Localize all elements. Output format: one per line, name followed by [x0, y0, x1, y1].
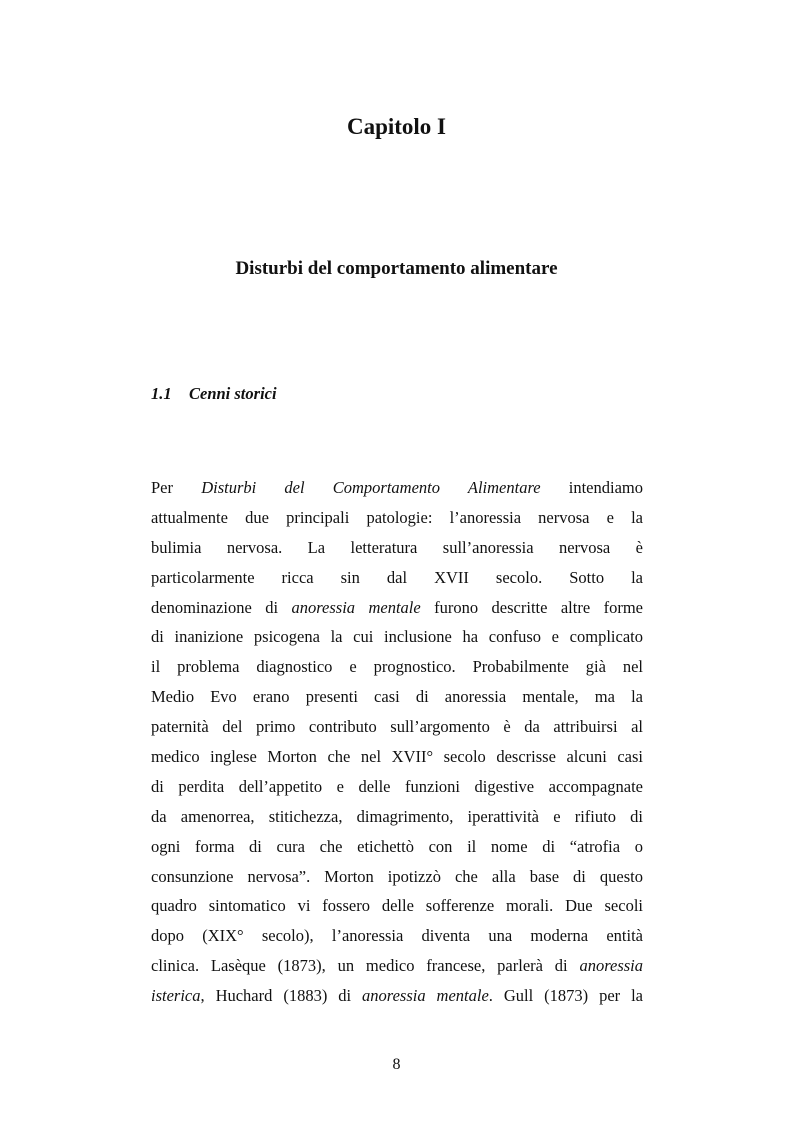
- text-line: quadro sintomatico vi fossero delle sofferenze morali. Due secoli: [151, 896, 643, 916]
- section-number: 1.1: [151, 384, 172, 403]
- text-line: [151, 981, 643, 1011]
- italic-term: isterica: [151, 986, 201, 1006]
- text-line: di perdita dell’appetito e delle funzioni digestive accompagnate: [151, 776, 643, 796]
- text-line: il problema diagnostico e prognostico. Probabilmente già nel: [151, 657, 643, 677]
- page-number: 8: [392, 1056, 401, 1073]
- italic-term: anoressia mentale: [291, 597, 421, 617]
- text-run: denominazione di: [151, 597, 292, 617]
- text-line: ogni forma di cura che etichettò con il nome di “atrofia o: [151, 836, 643, 856]
- text-line: da amenorrea, stitichezza, dimagrimento, iperattività e rifiuto di: [151, 806, 643, 826]
- text-run: , Huchard (1883) di: [200, 986, 363, 1006]
- text-line: [151, 473, 643, 503]
- text-line: medico inglese Morton che nel XVII° secolo descrisse alcuni casi: [151, 747, 643, 767]
- text-run: Per: [151, 478, 202, 497]
- text-line: attualmente due principali patologie: l’anoressia nervosa e la: [151, 507, 643, 527]
- text-line: [151, 951, 643, 981]
- text-line: dopo (XIX° secolo), l’anoressia diventa una moderna entità: [151, 926, 643, 946]
- chapter-subtitle: Disturbi del comportamento alimentare: [235, 258, 558, 279]
- italic-term: Disturbi del Comportamento Alimentare: [201, 478, 541, 497]
- text-line: paternità del primo contributo sull’argomento è da attribuirsi al: [151, 717, 643, 737]
- section-title: Cenni storici: [189, 384, 277, 403]
- text-line: Medio Evo erano presenti casi di anoressia mentale, ma la: [151, 687, 643, 707]
- text-run: intendiamo: [540, 478, 643, 497]
- text-line: consunzione nervosa”. Morton ipotizzò che alla base di questo: [151, 866, 643, 886]
- chapter-title: Capitolo I: [346, 114, 447, 139]
- text-line: di inanizione psicogena la cui inclusione ha confuso e complicato: [151, 627, 643, 647]
- text-line: [151, 593, 643, 623]
- italic-term: anoressia: [579, 956, 643, 976]
- text-run: clinica. Lasèque (1873), un medico francese, parlerà di: [151, 956, 580, 976]
- text-run: furono descritte altre forme: [420, 597, 643, 617]
- section-heading: [151, 384, 277, 404]
- text-run: . Gull (1873) per la: [488, 986, 643, 1006]
- body-paragraph: [151, 473, 643, 1011]
- text-line: particolarmente ricca sin dal XVII secolo. Sotto la: [151, 567, 643, 587]
- italic-term: anoressia mentale: [362, 986, 489, 1006]
- text-line: bulimia nervosa. La letteratura sull’anoressia nervosa è: [151, 537, 643, 557]
